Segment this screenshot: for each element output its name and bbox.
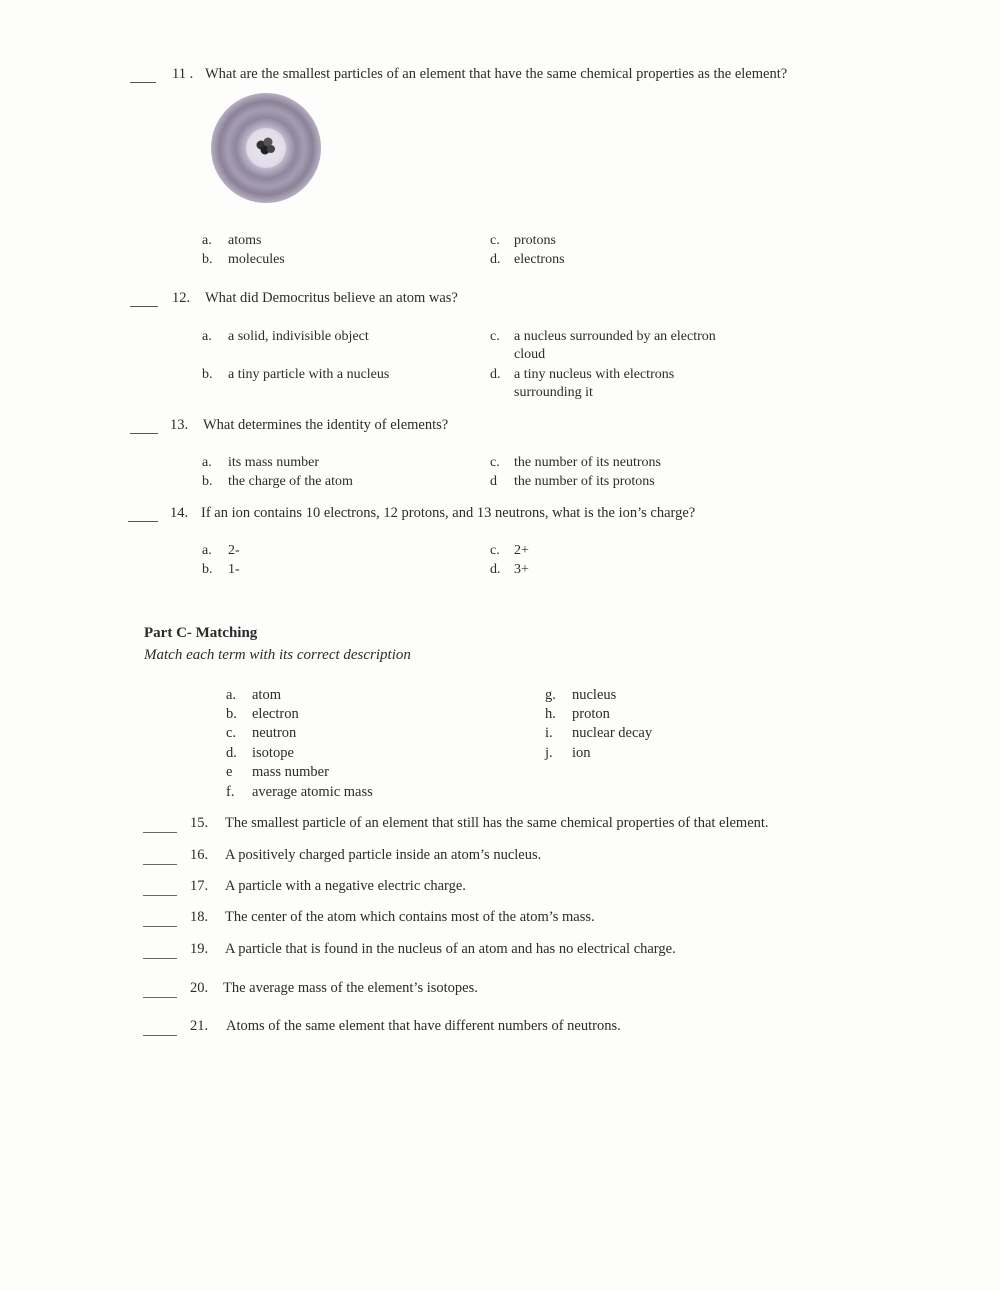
q11-letter-d: d.: [490, 252, 501, 267]
part-c-subtitle: Match each term with its correct description: [144, 647, 411, 663]
term-nuclear-decay: nuclear decay: [572, 725, 653, 741]
q14-option-c: 2+: [514, 543, 529, 558]
term-letter-d: d.: [226, 745, 237, 761]
q14-option-d: 3+: [514, 562, 529, 577]
q14-letter-b: b.: [202, 562, 213, 577]
question-13-text: What determines the identity of elements?: [203, 417, 449, 433]
answer-blank-19[interactable]: [143, 944, 177, 959]
term-letter-f: f.: [226, 784, 235, 800]
item-15-text: The smallest particle of an element that still has the same chemical properties of that element.: [225, 815, 769, 831]
q13-letter-d: d: [490, 474, 497, 489]
question-12-number: 12.: [172, 290, 191, 306]
item-20-text: The average mass of the element’s isotopes.: [223, 980, 478, 996]
answer-blank-16[interactable]: [143, 850, 177, 865]
q14-letter-c: c.: [490, 543, 500, 558]
term-letter-g: g.: [545, 687, 556, 703]
q13-letter-c: c.: [490, 455, 500, 470]
answer-blank-20[interactable]: [143, 983, 177, 998]
term-letter-b: b.: [226, 706, 237, 722]
question-12-text: What did Democritus believe an atom was?: [205, 290, 458, 306]
q14-letter-a: a.: [202, 543, 212, 558]
item-21-text: Atoms of the same element that have different numbers of neutrons.: [226, 1018, 621, 1034]
term-letter-j: j.: [545, 745, 553, 761]
q12-option-d-line2: surrounding it: [514, 385, 593, 400]
item-19-number: 19.: [190, 941, 209, 957]
q13-option-c: the number of its neutrons: [514, 455, 661, 470]
q11-option-d: electrons: [514, 252, 565, 267]
term-neutron: neutron: [252, 725, 297, 741]
answer-blank-15[interactable]: [143, 818, 177, 833]
q11-letter-c: c.: [490, 233, 500, 248]
q11-option-b: molecules: [228, 252, 285, 267]
term-mass-number: mass number: [252, 764, 329, 780]
item-15-number: 15.: [190, 815, 209, 831]
answer-blank-12[interactable]: [130, 306, 158, 307]
item-16-number: 16.: [190, 847, 209, 863]
q12-option-d-line1: a tiny nucleus with electrons: [514, 367, 675, 382]
q11-letter-a: a.: [202, 233, 212, 248]
answer-blank-18[interactable]: [143, 912, 177, 927]
term-ion: ion: [572, 745, 591, 761]
item-18-number: 18.: [190, 909, 209, 925]
term-atom: atom: [252, 687, 281, 703]
term-nucleus: nucleus: [572, 687, 617, 703]
atom-illustration: [210, 92, 322, 204]
answer-blank-13[interactable]: [130, 433, 158, 434]
term-letter-a: a.: [226, 687, 237, 703]
item-16-text: A positively charged particle inside an atom’s nucleus.: [225, 847, 542, 863]
term-proton: proton: [572, 706, 610, 722]
item-17-text: A particle with a negative electric charge.: [225, 878, 466, 894]
question-11-number: 11 .: [172, 66, 194, 82]
question-14-number: 14.: [170, 505, 189, 521]
q11-letter-b: b.: [202, 252, 213, 267]
question-11-text: What are the smallest particles of an element that have the same chemical properties as the element?: [205, 66, 788, 82]
question-14-text: If an ion contains 10 electrons, 12 protons, and 13 neutrons, what is the ion’s charge?: [201, 505, 696, 521]
q12-option-a: a solid, indivisible object: [228, 329, 369, 344]
term-electron: electron: [252, 706, 299, 722]
q13-option-a: its mass number: [228, 455, 319, 470]
item-19-text: A particle that is found in the nucleus of an atom and has no electrical charge.: [225, 941, 676, 957]
answer-blank-17[interactable]: [143, 881, 177, 896]
item-21-number: 21.: [190, 1018, 209, 1034]
term-letter-e: e: [226, 764, 233, 780]
q13-option-b: the charge of the atom: [228, 474, 353, 489]
part-c-title: Part C- Matching: [144, 625, 258, 641]
q12-option-c-line2: cloud: [514, 347, 546, 362]
item-20-number: 20.: [190, 980, 209, 996]
item-18-text: The center of the atom which contains most of the atom’s mass.: [225, 909, 595, 925]
q14-option-b: 1-: [228, 562, 240, 577]
term-letter-i: i.: [545, 725, 553, 741]
answer-blank-11[interactable]: [130, 82, 156, 83]
q14-option-a: 2-: [228, 543, 240, 558]
term-letter-h: h.: [545, 706, 556, 722]
q13-option-d: the number of its protons: [514, 474, 655, 489]
q14-letter-d: d.: [490, 562, 501, 577]
answer-blank-14[interactable]: [128, 521, 158, 522]
q12-letter-a: a.: [202, 329, 212, 344]
q11-option-c: protons: [514, 233, 556, 248]
q12-option-c-line1: a nucleus surrounded by an electron: [514, 329, 716, 344]
term-isotope: isotope: [252, 745, 294, 761]
q12-letter-d: d.: [490, 367, 501, 382]
q12-letter-c: c.: [490, 329, 500, 344]
q13-letter-a: a.: [202, 455, 212, 470]
term-letter-c: c.: [226, 725, 237, 741]
term-average-atomic-mass: average atomic mass: [252, 784, 373, 800]
q12-letter-b: b.: [202, 367, 213, 382]
question-13-number: 13.: [170, 417, 189, 433]
q13-letter-b: b.: [202, 474, 213, 489]
q11-option-a: atoms: [228, 233, 262, 248]
answer-blank-21[interactable]: [143, 1021, 177, 1036]
item-17-number: 17.: [190, 878, 209, 894]
q12-option-b: a tiny particle with a nucleus: [228, 367, 390, 382]
